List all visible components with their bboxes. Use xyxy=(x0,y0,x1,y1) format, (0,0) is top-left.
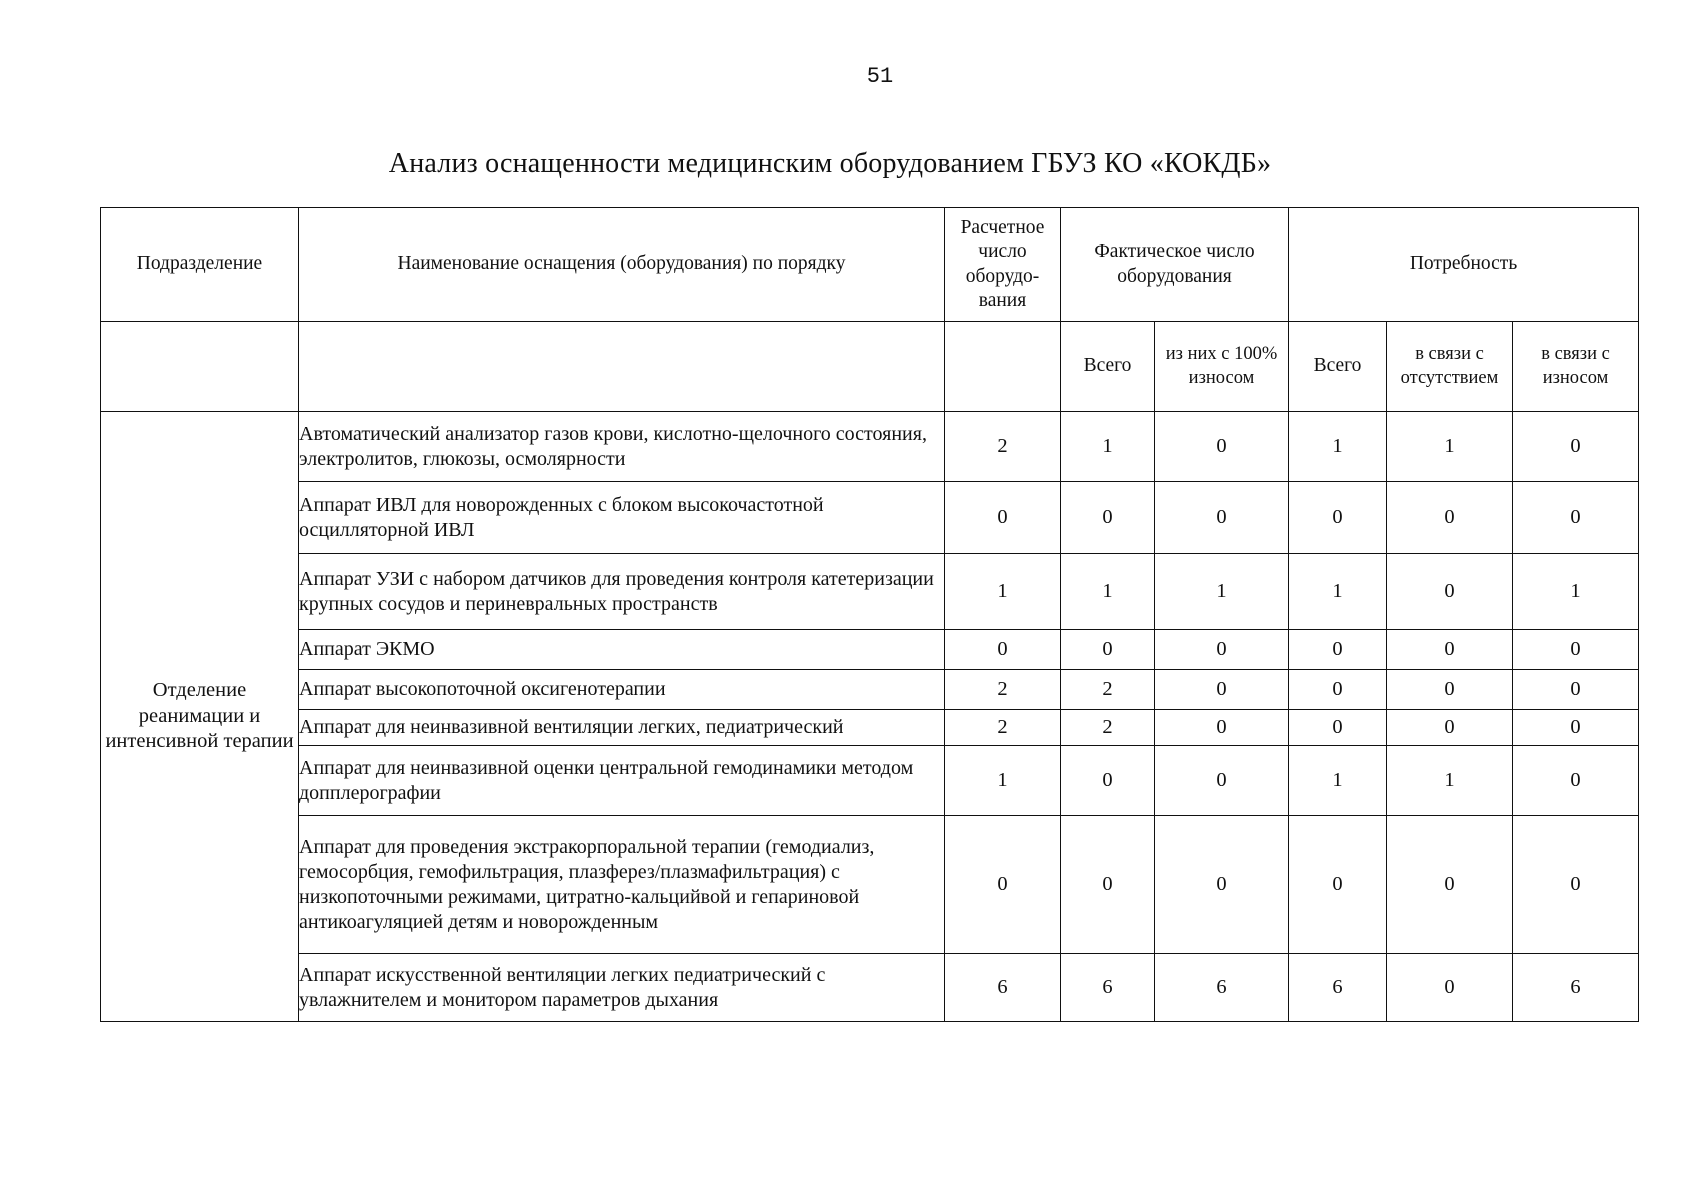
actual-total-cell: 0 xyxy=(1061,630,1155,670)
calc-number-cell: 0 xyxy=(945,816,1061,954)
need-wear-cell: 0 xyxy=(1513,710,1639,746)
actual-worn-cell: 0 xyxy=(1155,482,1289,554)
page-title: Анализ оснащенности медицинским оборудованием ГБУЗ КО «КОКДБ» xyxy=(388,148,1272,179)
header-subdivision: Подразделение xyxy=(101,208,299,322)
need-total-cell: 0 xyxy=(1289,630,1387,670)
need-wear-cell: 1 xyxy=(1513,554,1639,630)
need-total-cell: 0 xyxy=(1289,482,1387,554)
actual-total-cell: 0 xyxy=(1061,482,1155,554)
actual-worn-cell: 6 xyxy=(1155,954,1289,1022)
calc-number-cell: 1 xyxy=(945,554,1061,630)
actual-worn-cell: 1 xyxy=(1155,554,1289,630)
table-body xyxy=(101,412,1639,1022)
need-total-cell: 1 xyxy=(1289,554,1387,630)
actual-total-cell: 2 xyxy=(1061,670,1155,710)
equipment-name-cell: Аппарат для неинвазивной вентиляции легких, педиатрический xyxy=(299,710,945,746)
actual-worn-cell: 0 xyxy=(1155,816,1289,954)
table-row xyxy=(101,954,1639,1022)
need-wear-cell: 6 xyxy=(1513,954,1639,1022)
need-absent-cell: 0 xyxy=(1387,630,1513,670)
calc-number-cell: 1 xyxy=(945,746,1061,816)
header-need-total: Всего xyxy=(1289,322,1387,412)
equipment-name-cell: Аппарат ИВЛ для новорожденных с блоком высокочастотной осцилляторной ИВЛ xyxy=(299,482,945,554)
table-row xyxy=(101,482,1639,554)
table-row xyxy=(101,816,1639,954)
table-row xyxy=(101,670,1639,710)
need-wear-cell: 0 xyxy=(1513,482,1639,554)
calc-number-cell: 6 xyxy=(945,954,1061,1022)
need-absent-cell: 0 xyxy=(1387,816,1513,954)
calc-number-cell: 2 xyxy=(945,670,1061,710)
need-total-cell: 1 xyxy=(1289,412,1387,482)
table-row xyxy=(101,554,1639,630)
header-need-absent: в связи с отсутствием xyxy=(1387,322,1513,412)
header-row-2 xyxy=(101,322,1639,412)
header-actual-number: Фактическое число оборудования xyxy=(1061,208,1289,322)
calc-number-cell: 0 xyxy=(945,630,1061,670)
equipment-name-cell: Аппарат высокопоточной оксигенотерапии xyxy=(299,670,945,710)
actual-total-cell: 6 xyxy=(1061,954,1155,1022)
table-row xyxy=(101,710,1639,746)
need-wear-cell: 0 xyxy=(1513,630,1639,670)
equipment-name-cell: Аппарат для проведения экстракорпоральной терапии (гемодиализ, гемосорбция, гемофильтрация, плазферез/плазмафильтрация) с низкопоточными режимами, цитратно-кальцийвой и гепариновой антикоагуляцией детям и новорожденным xyxy=(299,816,945,954)
need-absent-cell: 0 xyxy=(1387,710,1513,746)
table-row xyxy=(101,746,1639,816)
need-wear-cell: 0 xyxy=(1513,816,1639,954)
need-absent-cell: 0 xyxy=(1387,482,1513,554)
header-empty-cell xyxy=(945,322,1061,412)
page-number: 51 xyxy=(866,64,894,89)
equipment-name-cell: Аппарат для неинвазивной оценки центральной гемодинамики методом допплерографии xyxy=(299,746,945,816)
actual-worn-cell: 0 xyxy=(1155,670,1289,710)
actual-worn-cell: 0 xyxy=(1155,630,1289,670)
header-actual-worn: из них с 100% износом xyxy=(1155,322,1289,412)
need-absent-cell: 1 xyxy=(1387,746,1513,816)
actual-total-cell: 1 xyxy=(1061,554,1155,630)
actual-total-cell: 2 xyxy=(1061,710,1155,746)
header-equipment-name: Наименование оснащения (оборудования) по порядку xyxy=(299,208,945,322)
header-row-1 xyxy=(101,208,1639,322)
header-empty-cell xyxy=(101,322,299,412)
header-need-wear: в связи с износом xyxy=(1513,322,1639,412)
equipment-name-cell: Аппарат искусственной вентиляции легких педиатрический с увлажнителем и монитором параметров дыхания xyxy=(299,954,945,1022)
actual-worn-cell: 0 xyxy=(1155,746,1289,816)
need-absent-cell: 0 xyxy=(1387,954,1513,1022)
need-absent-cell: 0 xyxy=(1387,670,1513,710)
equipment-name-cell: Аппарат УЗИ с набором датчиков для проведения контроля катетеризации крупных сосудов и периневральных пространств xyxy=(299,554,945,630)
need-total-cell: 0 xyxy=(1289,670,1387,710)
equipment-name-cell: Автоматический анализатор газов крови, кислотно-щелочного состояния, электролитов, глюкозы, осмолярности xyxy=(299,412,945,482)
department-cell: Отделение реанимации и интенсивной терапии xyxy=(101,412,299,1022)
need-total-cell: 1 xyxy=(1289,746,1387,816)
header-empty-cell xyxy=(299,322,945,412)
actual-worn-cell: 0 xyxy=(1155,710,1289,746)
actual-total-cell: 0 xyxy=(1061,816,1155,954)
table-row xyxy=(101,630,1639,670)
header-calc-number: Расчетное число оборудо-вания xyxy=(945,208,1061,322)
table-row xyxy=(101,412,1639,482)
equipment-table xyxy=(100,207,1639,1022)
actual-total-cell: 1 xyxy=(1061,412,1155,482)
need-total-cell: 0 xyxy=(1289,710,1387,746)
need-total-cell: 6 xyxy=(1289,954,1387,1022)
need-absent-cell: 1 xyxy=(1387,412,1513,482)
header-need: Потребность xyxy=(1289,208,1639,322)
calc-number-cell: 2 xyxy=(945,710,1061,746)
need-absent-cell: 0 xyxy=(1387,554,1513,630)
header-actual-total: Всего xyxy=(1061,322,1155,412)
need-wear-cell: 0 xyxy=(1513,412,1639,482)
need-wear-cell: 0 xyxy=(1513,746,1639,816)
calc-number-cell: 0 xyxy=(945,482,1061,554)
actual-worn-cell: 0 xyxy=(1155,412,1289,482)
equipment-name-cell: Аппарат ЭКМО xyxy=(299,630,945,670)
need-total-cell: 0 xyxy=(1289,816,1387,954)
need-wear-cell: 0 xyxy=(1513,670,1639,710)
calc-number-cell: 2 xyxy=(945,412,1061,482)
actual-total-cell: 0 xyxy=(1061,746,1155,816)
